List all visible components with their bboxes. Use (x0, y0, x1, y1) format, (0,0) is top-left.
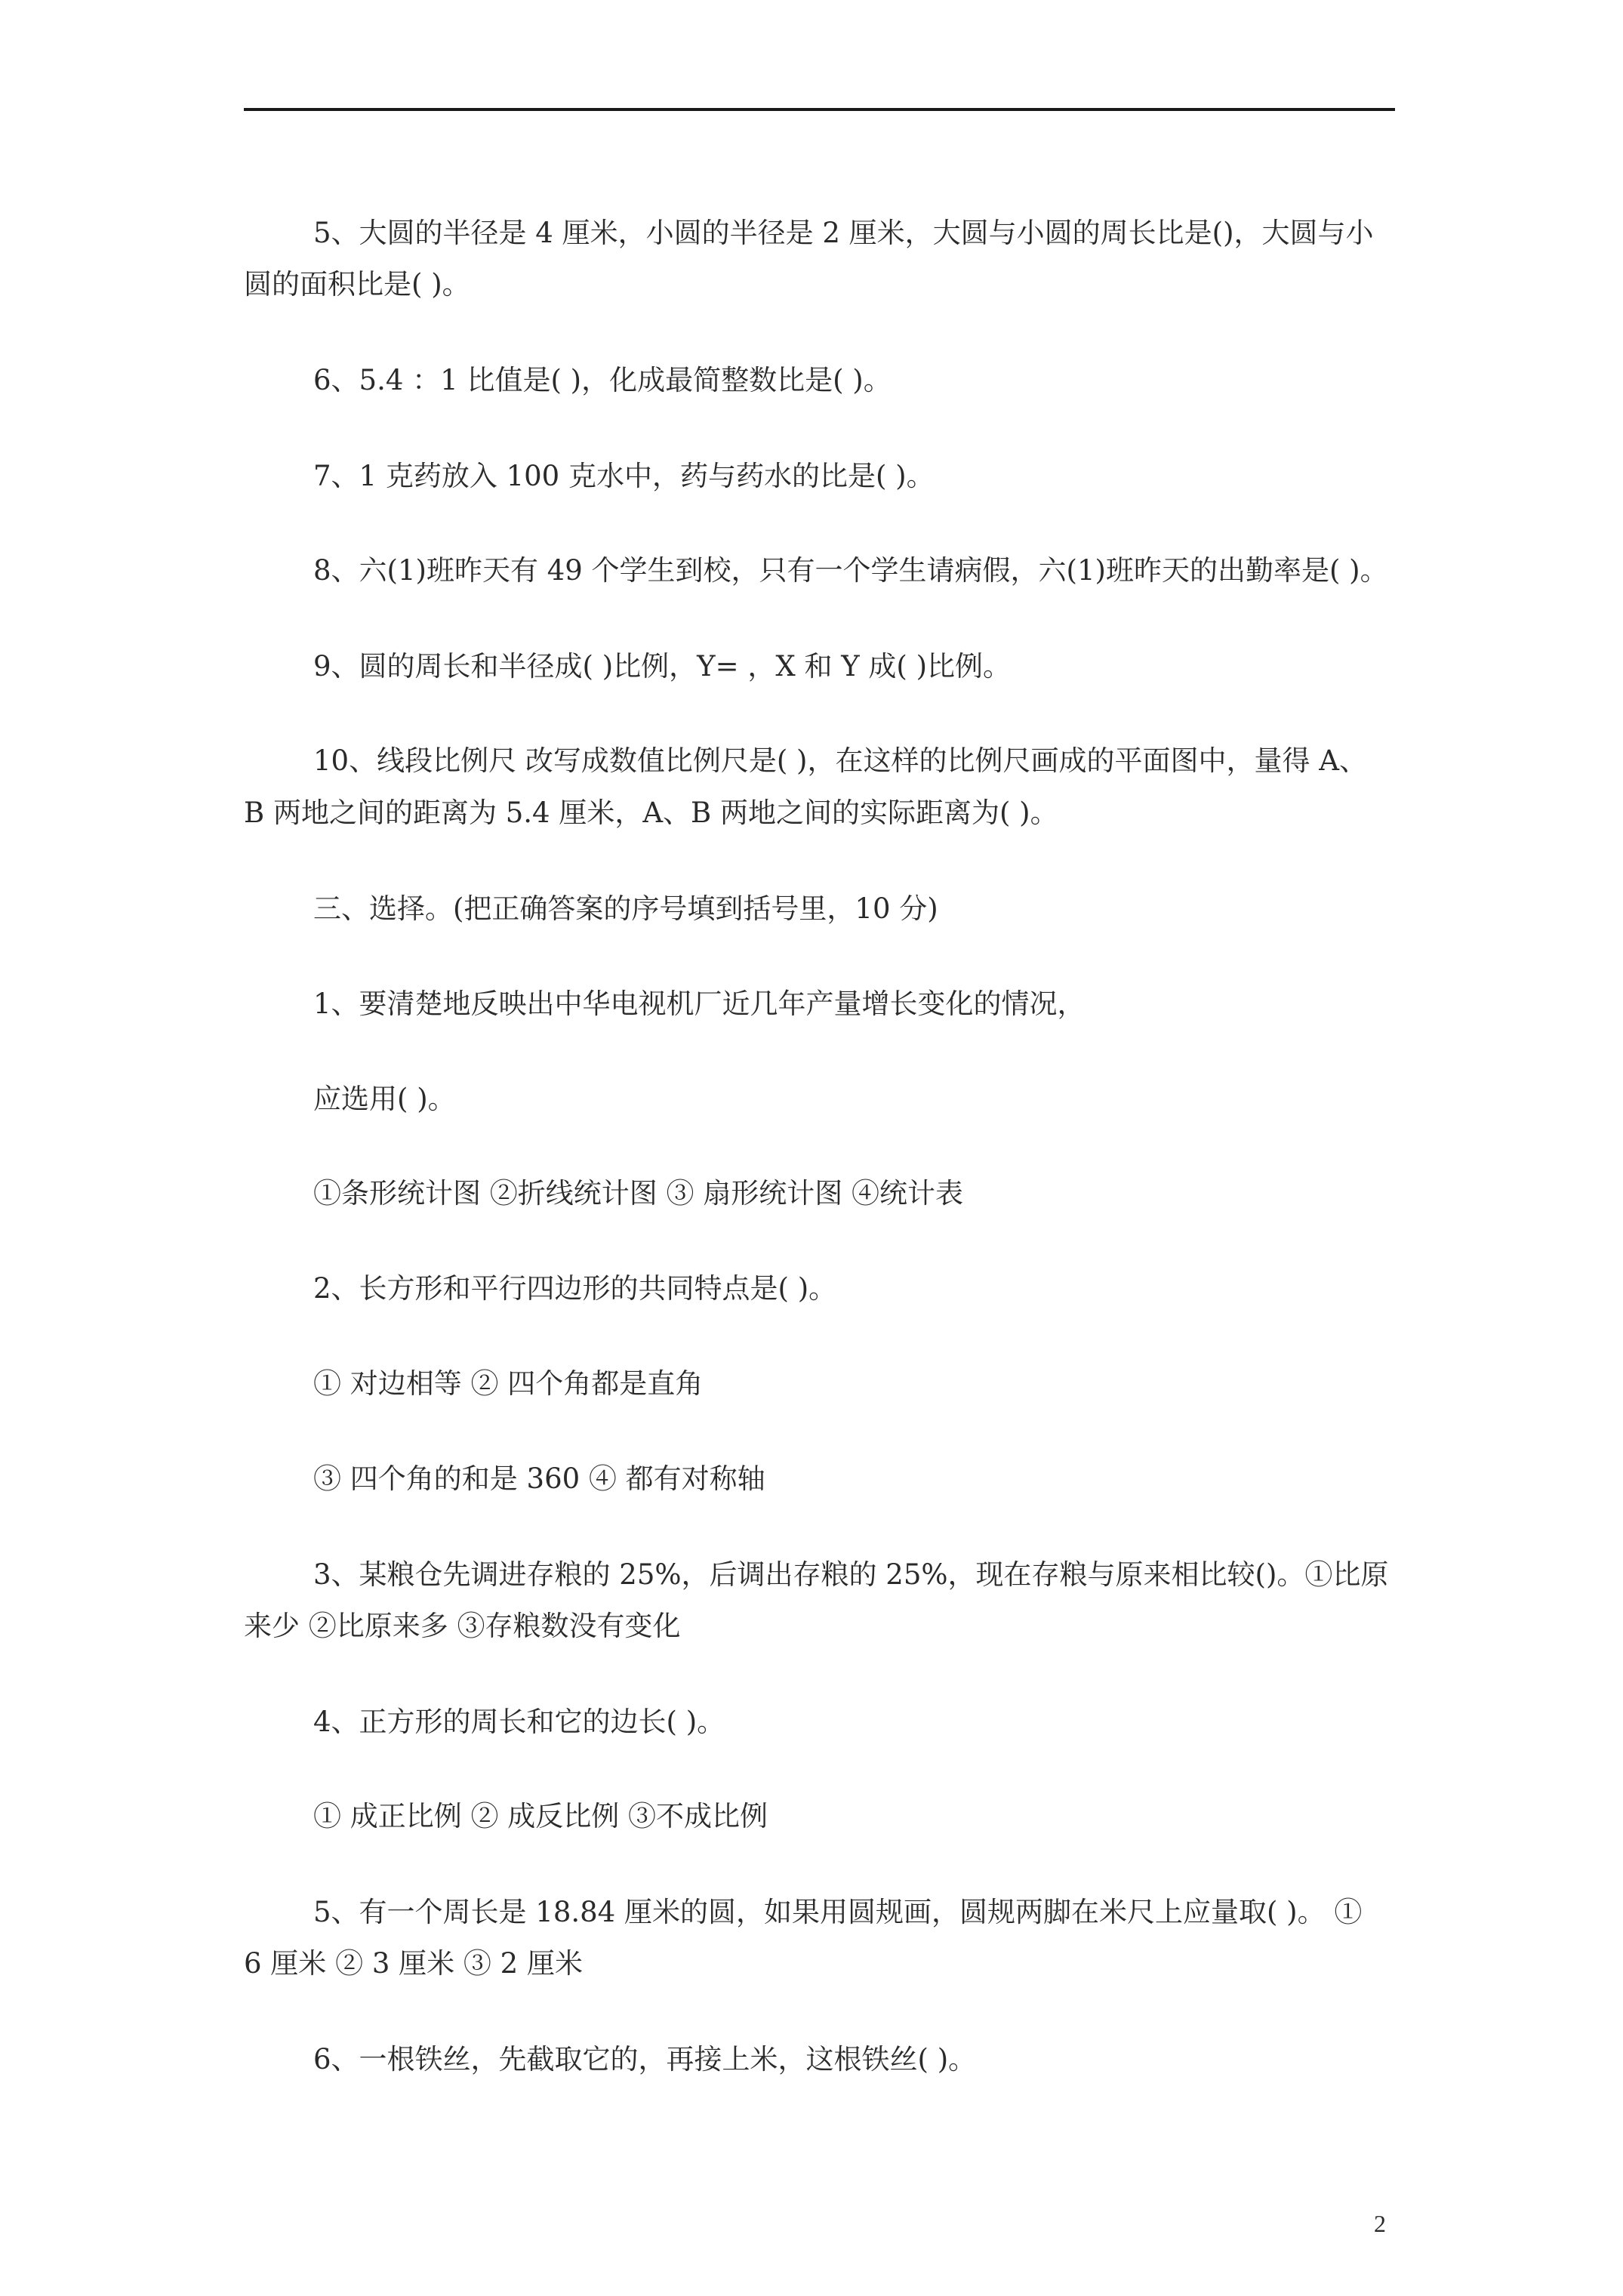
choice-3-line-2: 来少 ②比原来多 ③存粮数没有变化 (244, 1610, 681, 1642)
header-rule (244, 108, 1395, 111)
choice-2-options-1: ① 对边相等 ② 四个角都是直角 (313, 1367, 704, 1400)
section-3-heading: 三、选择。(把正确答案的序号填到括号里，10 分) (313, 892, 938, 925)
choice-1-line-1: 1、要清楚地反映出中华电视机厂近几年产量增长变化的情况， (313, 988, 1086, 1020)
question-8: 8、六(1)班昨天有 49 个学生到校，只有一个学生请病假，六(1)班昨天的出勤率是( )。 (313, 554, 1388, 587)
question-6: 6、5.4 ：1 比值是( )，化成最简整数比是( )。 (313, 364, 892, 396)
question-5-line-1: 5、大圆的半径是 4 厘米，小圆的半径是 2 厘米，大圆与小圆的周长比是()，大圆与小 (313, 217, 1374, 249)
choice-6: 6、一根铁丝，先截取它的，再接上米，这根铁丝( )。 (313, 2043, 977, 2076)
question-9: 9、圆的周长和半径成( )比例，Y= ，X 和 Y 成( )比例。 (313, 650, 1012, 683)
question-10-line-1: 10、线段比例尺 改写成数值比例尺是( )，在这样的比例尺画成的平面图中，量得 A、 (313, 744, 1367, 777)
choice-4: 4、正方形的周长和它的边长( )。 (313, 1706, 725, 1738)
choice-3-line-1: 3、某粮仓先调进存粮的 25%，后调出存粮的 25%，现在存粮与原来相比较()。①比原 (313, 1558, 1389, 1591)
choice-2: 2、长方形和平行四边形的共同特点是( )。 (313, 1272, 837, 1305)
page-number: 2 (1374, 2210, 1386, 2237)
choice-5-line-1: 5、有一个周长是 18.84 厘米的圆，如果用圆规画，圆规两脚在米尺上应量取( )。 ① (313, 1896, 1363, 1928)
question-7: 7、1 克药放入 100 克水中，药与药水的比是( )。 (313, 460, 935, 492)
choice-2-options-2: ③ 四个角的和是 360 ④ 都有对称轴 (313, 1462, 765, 1495)
choice-4-options: ① 成正比例 ② 成反比例 ③不成比例 (313, 1800, 768, 1832)
question-5-line-2: 圆的面积比是( )。 (244, 268, 470, 300)
choice-5-line-2: 6 厘米 ② 3 厘米 ③ 2 厘米 (244, 1947, 583, 1980)
choice-1-options: ①条形统计图 ②折线统计图 ③ 扇形统计图 ④统计表 (313, 1177, 964, 1210)
question-10-line-2: B 两地之间的距离为 5.4 厘米，A、B 两地之间的实际距离为( )。 (244, 797, 1058, 829)
choice-1-line-2: 应选用( )。 (313, 1083, 456, 1115)
